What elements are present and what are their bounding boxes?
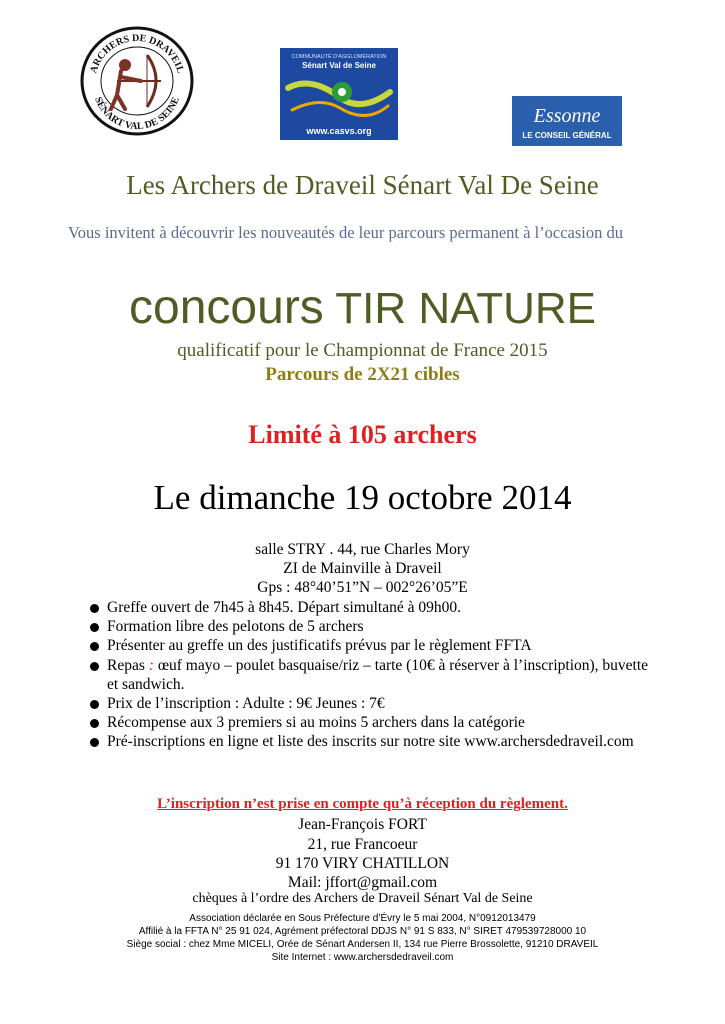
- footer-line-1: Association déclarée en Sous Préfecture d’Évry le 5 mai 2004, N°0912013479: [189, 913, 536, 924]
- contact-city: 91 170 VIRY CHATILLON: [275, 855, 450, 872]
- address-line-2: ZI de Mainville à Draveil: [283, 560, 442, 577]
- bullet-icon: [90, 604, 99, 613]
- list-item: Formation libre des pelotons de 5 archers: [90, 617, 650, 636]
- tir-nature-word: TIR NATURE: [335, 284, 596, 333]
- footer-line-3: Siège social : chez Mme MICELI, Orée de Sénart Andersen II, 134 rue Pierre Brossolette, 91210 DRAVEIL: [126, 939, 599, 950]
- list-item: Récompense aux 3 premiers si au moins 5 archers dans la catégorie: [90, 713, 650, 732]
- list-item: Pré-inscriptions en ligne et liste des inscrits sur notre site www.archersdedraveil.com: [90, 732, 650, 751]
- archers-logo: [77, 25, 197, 137]
- contact-street: 21, rue Francoeur: [307, 836, 418, 853]
- bullet-icon: [90, 719, 99, 728]
- casvs-logo: [280, 48, 398, 140]
- registration-notice: L’inscription n’est prise en compte qu’à réception du règlement.: [157, 796, 568, 812]
- bullet-icon: [90, 662, 99, 671]
- svg-text:COMMUNAUTÉ D'AGGLOMÉRATION: COMMUNAUTÉ D'AGGLOMÉRATION: [291, 54, 387, 60]
- list-item: Repas : œuf mayo – poulet basquaise/riz – tarte (10€ à réserver à l’inscription), buvette et sandwich.: [90, 656, 650, 694]
- bullet-icon: [90, 700, 99, 709]
- contact-email: Mail: jffort@gmail.com: [287, 874, 438, 891]
- svg-text:Sénart Val de Seine: Sénart Val de Seine: [302, 61, 376, 70]
- list-item: Présenter au greffe un des justificatifs prévus par le règlement FFTA: [90, 636, 650, 655]
- contact-name: Jean-François FORT: [298, 816, 427, 833]
- page-title: Les Archers de Draveil Sénart Val De Seine: [126, 170, 599, 200]
- list-item: Greffe ouvert de 7h45 à 8h45. Départ simultané à 09h00.: [90, 598, 650, 617]
- svg-text:LE CONSEIL GÉNÉRAL: LE CONSEIL GÉNÉRAL: [522, 131, 612, 140]
- gps-coordinates: Gps : 48°40’51”N – 002°26’05”E: [257, 579, 468, 596]
- bullet-icon: [90, 738, 99, 747]
- essonne-logo: [512, 96, 622, 146]
- intro-text: Vous invitent à découvrir les nouveautés de leur parcours permanent à l’occasion du: [68, 223, 624, 242]
- event-headline: [0, 280, 725, 335]
- bullet-icon: [90, 642, 99, 651]
- info-list: [90, 598, 650, 752]
- concours-word: concours: [129, 281, 324, 334]
- cheques-text: chèques à l’ordre des Archers de Draveil Sénart Val de Seine: [192, 891, 533, 906]
- footer-line-2: Affilié à la FFTA N° 25 91 024, Agrément préfectoral DDJS N° 91 S 833, N° SIRET 479539728000 10: [138, 926, 587, 937]
- footer-website: Site Internet : www.archersdedraveil.com: [271, 952, 454, 963]
- address-line-1: salle STRY . 44, rue Charles Mory: [255, 541, 470, 558]
- svg-text:Essonne: Essonne: [533, 105, 601, 127]
- event-date: Le dimanche 19 octobre 2014: [153, 478, 572, 517]
- bullet-icon: [90, 623, 99, 632]
- limit-text: Limité à 105 archers: [248, 420, 477, 449]
- svg-text:SÉNART VAL DE SEINE: SÉNART VAL DE SEINE: [92, 95, 182, 133]
- list-item: Prix de l’inscription : Adulte : 9€ Jeunes : 7€: [90, 694, 650, 713]
- parcours-text: Parcours de 2X21 cibles: [265, 364, 460, 385]
- svg-text:www.casvs.org: www.casvs.org: [306, 126, 372, 136]
- svg-text:ARCHERS DE DRAVEIL: ARCHERS DE DRAVEIL: [88, 32, 186, 75]
- qualification-text: qualificatif pour le Championnat de France 2015: [177, 340, 548, 361]
